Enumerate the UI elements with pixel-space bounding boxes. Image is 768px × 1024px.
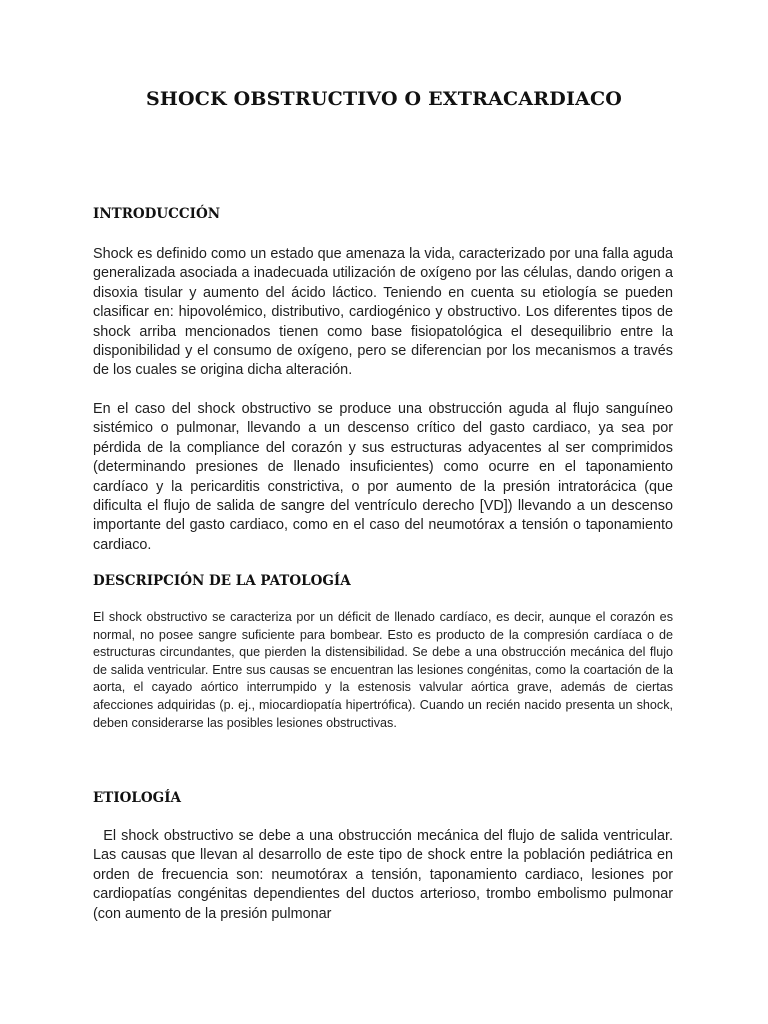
intro-paragraph-2: En el caso del shock obstructivo se produce una obstrucción aguda al flujo sanguíneo sistémico o pulmonar, llevando a un descenso crítico del gasto cardiaco, ya sea por pérdida de la compliance del corazón y sus estructuras adyacentes al ser comprimidos (determinando presiones de llenado insuficientes) como ocurre en el taponamiento cardíaco y la pericarditis constrictiva, o por aumento de la presión intratorácica (que dificulta el flujo de salida de sangre del ventrículo derecho [VD]) llevando a un descenso importante del gasto cardiaco, como en el caso del neumotórax a tensión o taponamiento cardiaco. xyxy=(93,401,673,553)
document-title: SHOCK OBSTRUCTIVO O EXTRACARDIACO xyxy=(145,88,623,110)
section-heading-etiologia: ETIOLOGÍA xyxy=(93,790,181,806)
section-heading-introduccion: INTRODUCCIÓN xyxy=(93,206,221,222)
etiologia-paragraph: El shock obstructivo se debe a una obstrucción mecánica del flujo de salida ventricular. Las causas que llevan al desarrollo de este tipo de shock entre la población pediátrica en orden de frecuencia son: neumotórax a tensión, taponamiento cardiaco, lesiones por cardiopatías congénitas dependientes del ductos arterioso, trombo embolismo pulmonar (con aumento de la presión pulmonar xyxy=(93,828,673,922)
intro-paragraph-1: Shock es definido como un estado que amenaza la vida, caracterizado por una falla aguda generalizada asociada a inadecuada utilización de oxígeno por las células, dando origen a disoxia tisular y aumento del ácido láctico. Teniendo en cuenta su etiología se pueden clasificar en: hipovolémico, distributivo, cardiogénico y obstructivo. Los diferentes tipos de shock arriba mencionados tienen como base fisiopatológica el desequilibrio entre la disponibilidad y el consumo de oxígeno, pero se diferencian por los mecanismos a través de los cuales se origina dicha alteración. xyxy=(93,246,673,379)
descripcion-paragraph: El shock obstructivo se caracteriza por un déficit de llenado cardíaco, es decir, aunque el corazón es normal, no posee sangre suficiente para bombear. Esto es producto de la compresión cardíaca o de estructuras circundantes, que pierden la distensibilidad. Se debe a una obstrucción mecánica del flujo de salida ventricular. Entre sus causas se encuentran las lesiones congénitas, como la coartación de la aorta, el cayado aórtico interrumpido y la estenosis valvular aórtica grave, además de ciertas afecciones adquiridas (p. ej., miocardiopatía hipertrófica). Cuando un recién nacido presenta un shock, deben considerarse las posibles lesiones obstructivas. xyxy=(93,610,673,730)
section-heading-descripcion: DESCRIPCIÓN DE LA PATOLOGÍA xyxy=(93,573,351,589)
